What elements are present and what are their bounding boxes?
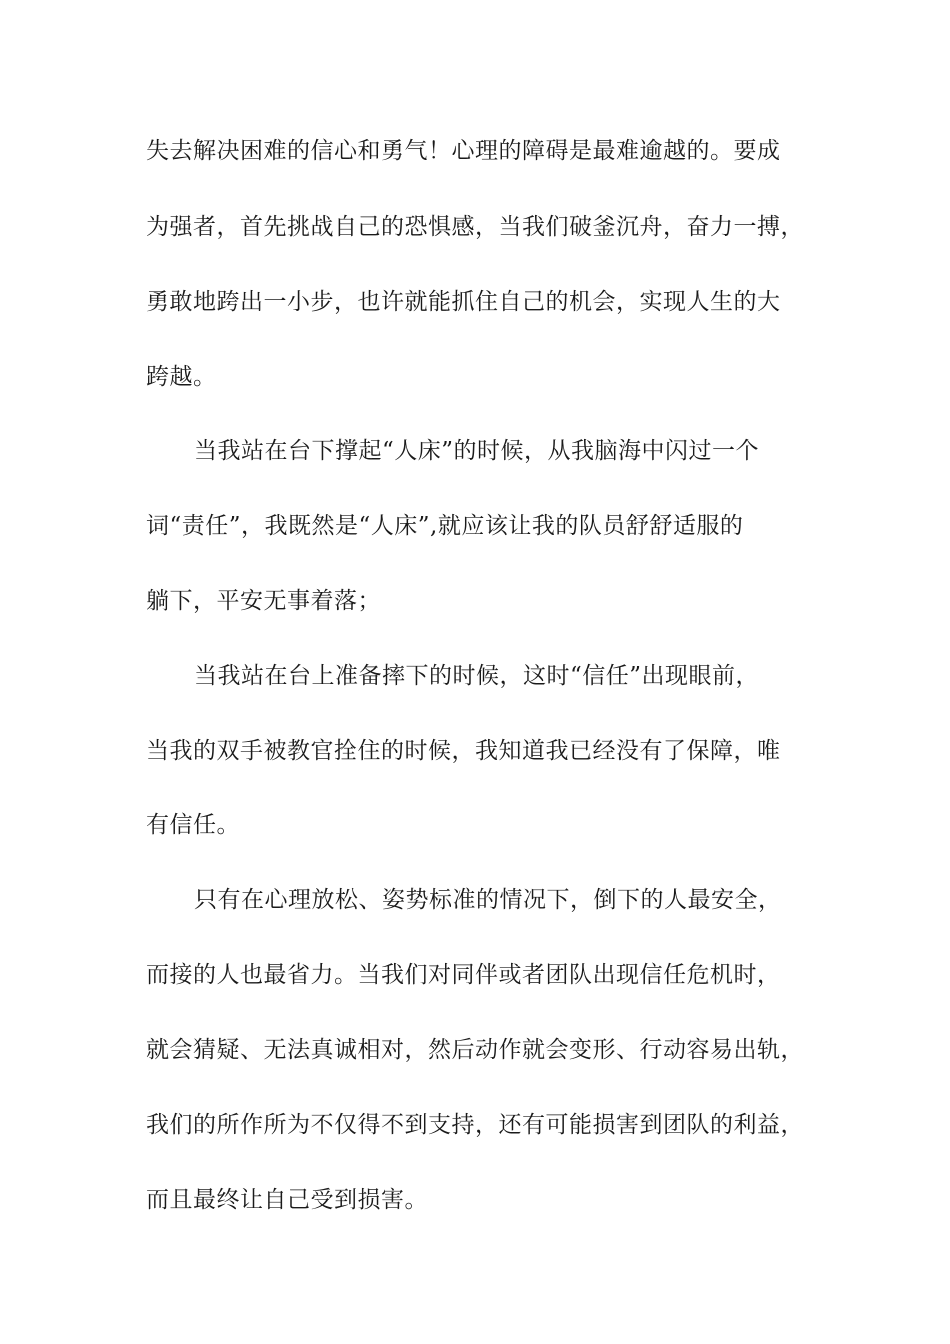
text-line: 当我站在台上准备摔下的时候，这时“信任”出现眼前， [194, 663, 760, 689]
text-line: 词“责任”，我既然是“人床”,就应该让我的队员舒舒适服的 [146, 513, 744, 539]
text-line: 当我的双手被教官拴住的时候，我知道我已经没有了保障，唯 [146, 738, 781, 764]
text-line: 为强者，首先挑战自己的恐惧感，当我们破釜沉舟，奋力一搏， [146, 214, 804, 240]
text-line: 我们的所作所为不仅得不到支持，还有可能损害到团队的利益， [146, 1112, 804, 1138]
text-line: 只有在心理放松、姿势标准的情况下，倒下的人最安全， [194, 887, 782, 913]
text-line: 躺下，平安无事着落； [146, 588, 381, 614]
text-line: 勇敢地跨出一小步，也许就能抓住自己的机会，实现人生的大 [146, 289, 781, 315]
text-line: 有信任。 [146, 812, 240, 838]
text-line: 跨越。 [146, 364, 217, 390]
text-line: 当我站在台下撑起“人床”的时候，从我脑海中闪过一个 [194, 438, 760, 464]
text-line: 而且最终让自己受到损害。 [146, 1187, 428, 1213]
text-line: 而接的人也最省力。当我们对同伴或者团队出现信任危机时， [146, 962, 781, 988]
text-line: 就会猜疑、无法真诚相对，然后动作就会变形、行动容易出轨， [146, 1037, 804, 1063]
text-line: 失去解决困难的信心和勇气！心理的障碍是最难逾越的。要成 [146, 138, 781, 164]
